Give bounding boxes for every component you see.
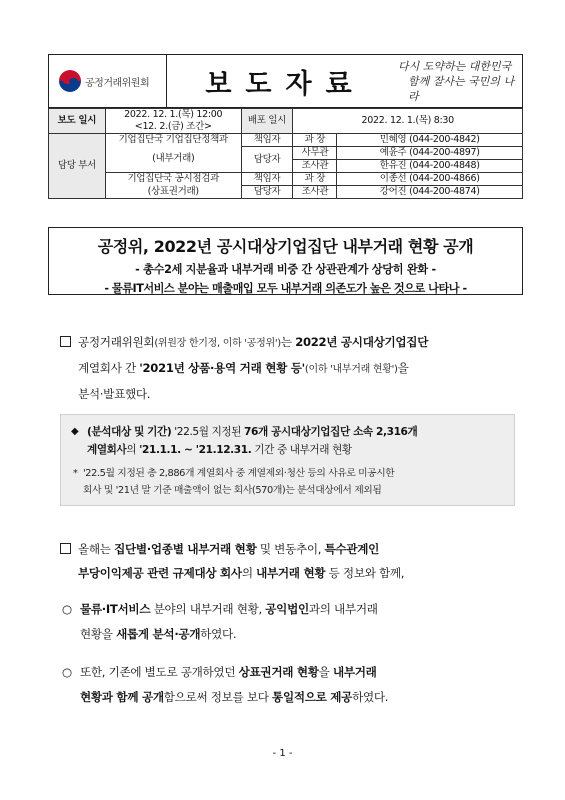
b1-bold-1: 물류·IT서비스 <box>80 602 151 616</box>
person-role-5: 조사관 <box>293 186 337 199</box>
slogan <box>390 55 522 107</box>
analysis-scope-box <box>60 414 515 506</box>
dept2-sub: (상표권거래) <box>105 186 241 199</box>
dept1-sub: (내부거래) <box>105 147 241 173</box>
b2-bold-2: 내부거래 <box>332 665 377 679</box>
note-bold-3: '21.1.1. ~ '21.12.31. <box>139 444 252 456</box>
subheadline-2: - 물류IT서비스 분야는 매출매입 모두 내부거래 의존도가 높은 것으로 나타나 - <box>104 282 467 295</box>
p2-text-1: 올해는 <box>78 542 115 556</box>
person-name-4: 이종선 (044-200-4866) <box>337 173 523 186</box>
p2-bold-3: 부당이익제공 관련 규제대상 회사 <box>78 566 242 580</box>
person-name-1: 민혜영 (044-200-4842) <box>337 134 523 147</box>
slogan-line-2: 함께 잘사는 국민의 나라 <box>408 74 515 103</box>
person-name-2: 예윤주 (044-200-4897) <box>337 147 523 160</box>
person-role-2: 사무관 <box>293 147 337 160</box>
paragraph-1 <box>60 330 500 406</box>
circle-bullet-icon: ○ <box>62 665 72 679</box>
person-name-5: 강어진 (044-200-4874) <box>337 186 523 199</box>
b2-text-4: 하였다. <box>352 690 389 704</box>
p1-bold-2: '2021년 상품·용역 거래 현황 등' <box>139 361 305 375</box>
b2-text-1: 또한, 기존에 별도로 공개하였던 <box>80 665 239 679</box>
p1-text-2: 계열회사 간 <box>78 361 140 375</box>
p1-text-3: 분석·발표했다. <box>78 387 151 401</box>
person-role-1: 과 장 <box>293 134 337 147</box>
headline-box <box>48 227 523 295</box>
checkbox-bullet-icon <box>60 543 71 554</box>
p2-bold-2: 특수관계인 <box>324 542 380 556</box>
resp-label-1: 책임자 <box>241 134 293 147</box>
circle-bullet-icon: ○ <box>62 602 72 616</box>
dept-label: 담당 부서 <box>49 134 106 199</box>
dept1-name: 기업집단국 기업집단정책과 <box>105 134 241 147</box>
b2-text-2: 을 <box>318 665 333 679</box>
subheadline-1: - 총수2세 지분율과 내부거래 비중 간 상관관계가 상당히 완화 - <box>135 263 436 276</box>
p1-particle: 는 <box>280 335 296 349</box>
p2-bold-4: 내부거래 현황 <box>256 566 326 580</box>
paragraph-2 <box>60 537 500 585</box>
dept2-name: 기업집단국 공시점검과 <box>105 173 241 186</box>
header-bar <box>48 54 523 108</box>
person-role-3: 조사관 <box>293 160 337 173</box>
b2-bold-1: 상표권거래 현황 <box>238 665 319 679</box>
p1-bold-1: 2022년 공시대상기업집단 <box>295 335 429 349</box>
b1-bold-2: 공익법인 <box>265 602 309 616</box>
b1-text-1: 분야의 내부거래 현황, <box>150 602 266 616</box>
b2-text-3: 함으로써 정보를 보다 <box>163 690 273 704</box>
staff-label-2: 담당자 <box>241 186 293 199</box>
note-text-3: 기간 중 내부거래 현황 <box>251 444 352 456</box>
checkbox-bullet-icon <box>60 336 71 347</box>
release-date-label: 보도 일시 <box>49 109 106 134</box>
note-text-2: 의 <box>126 444 140 456</box>
bullet-2 <box>62 660 502 710</box>
government-emblem-icon <box>59 70 81 92</box>
p2-text-3: 의 <box>241 566 257 580</box>
resp-label-2: 책임자 <box>241 173 293 186</box>
bullet-1 <box>62 597 502 647</box>
org-logo <box>49 55 167 107</box>
distribute-date-label: 배포 일시 <box>241 109 293 134</box>
distribute-date-value: 2022. 12. 1.(목) 8:30 <box>293 109 523 134</box>
b1-text-2: 과의 내부거래 <box>308 602 378 616</box>
footnote-line-1: '22.5월 지정된 총 2,886개 계열회사 중 계열제외·청산 등의 사유로 미공시한 <box>83 468 395 479</box>
p2-text-2: 및 변동추이, <box>256 542 325 556</box>
release-info-table <box>48 108 523 199</box>
b1-bold-3: 새롭게 분석·공개 <box>116 627 201 641</box>
diamond-bullet-icon: ◆ <box>71 426 79 437</box>
note-label: (분석대상 및 기간) <box>87 426 172 438</box>
b1-text-4: 하였다. <box>200 627 237 641</box>
p2-bold-1: 집단별·업종별 내부거래 현황 <box>114 542 257 556</box>
doc-type-title: 보도자료 <box>205 68 366 100</box>
note-bold-1: 76개 공시대상기업집단 소속 2,316개 <box>244 426 418 438</box>
person-name-3: 한유진 (044-200-4848) <box>337 160 523 173</box>
note-text-1: '22.5월 지정된 <box>171 426 245 438</box>
headline: 공정위, 2022년 공시대상기업집단 내부거래 현황 공개 <box>97 237 474 256</box>
org-name: 공정거래위원회 <box>85 77 150 89</box>
person-role-4: 과 장 <box>293 173 337 186</box>
p1-org: 공정거래위원회 <box>78 335 155 349</box>
p1-aside-2: (이하 '내부거래 현황') <box>304 364 398 375</box>
footnote-line-2: 회사 및 '21년 말 기준 매출액이 없는 회사(570개)는 분석대상에서 제외됨 <box>83 485 382 496</box>
b2-bold-3: 현황과 함께 공개 <box>80 690 164 704</box>
p1-aside: (위원장 한기정, 이하 '공정위') <box>154 338 281 349</box>
slogan-line-1: 다시 도약하는 대한민국 <box>398 59 512 73</box>
p2-text-4: 등 정보와 함께, <box>325 566 405 580</box>
release-date-line-2: <12. 2.(금) 조간> <box>134 121 212 132</box>
release-date-line-1: 2022. 12. 1.(목) 12:00 <box>124 109 223 120</box>
b2-bold-4: 통일적으로 제공 <box>272 690 353 704</box>
page-number: - 1 - <box>272 748 293 759</box>
note-bold-2: 계열회사 <box>87 444 127 456</box>
staff-label-1: 담당자 <box>241 147 293 173</box>
footnote-star: * <box>73 468 78 479</box>
release-date-value <box>105 109 241 134</box>
b1-text-3: 현황을 <box>80 627 117 641</box>
p1-particle-2: 을 <box>397 361 409 375</box>
